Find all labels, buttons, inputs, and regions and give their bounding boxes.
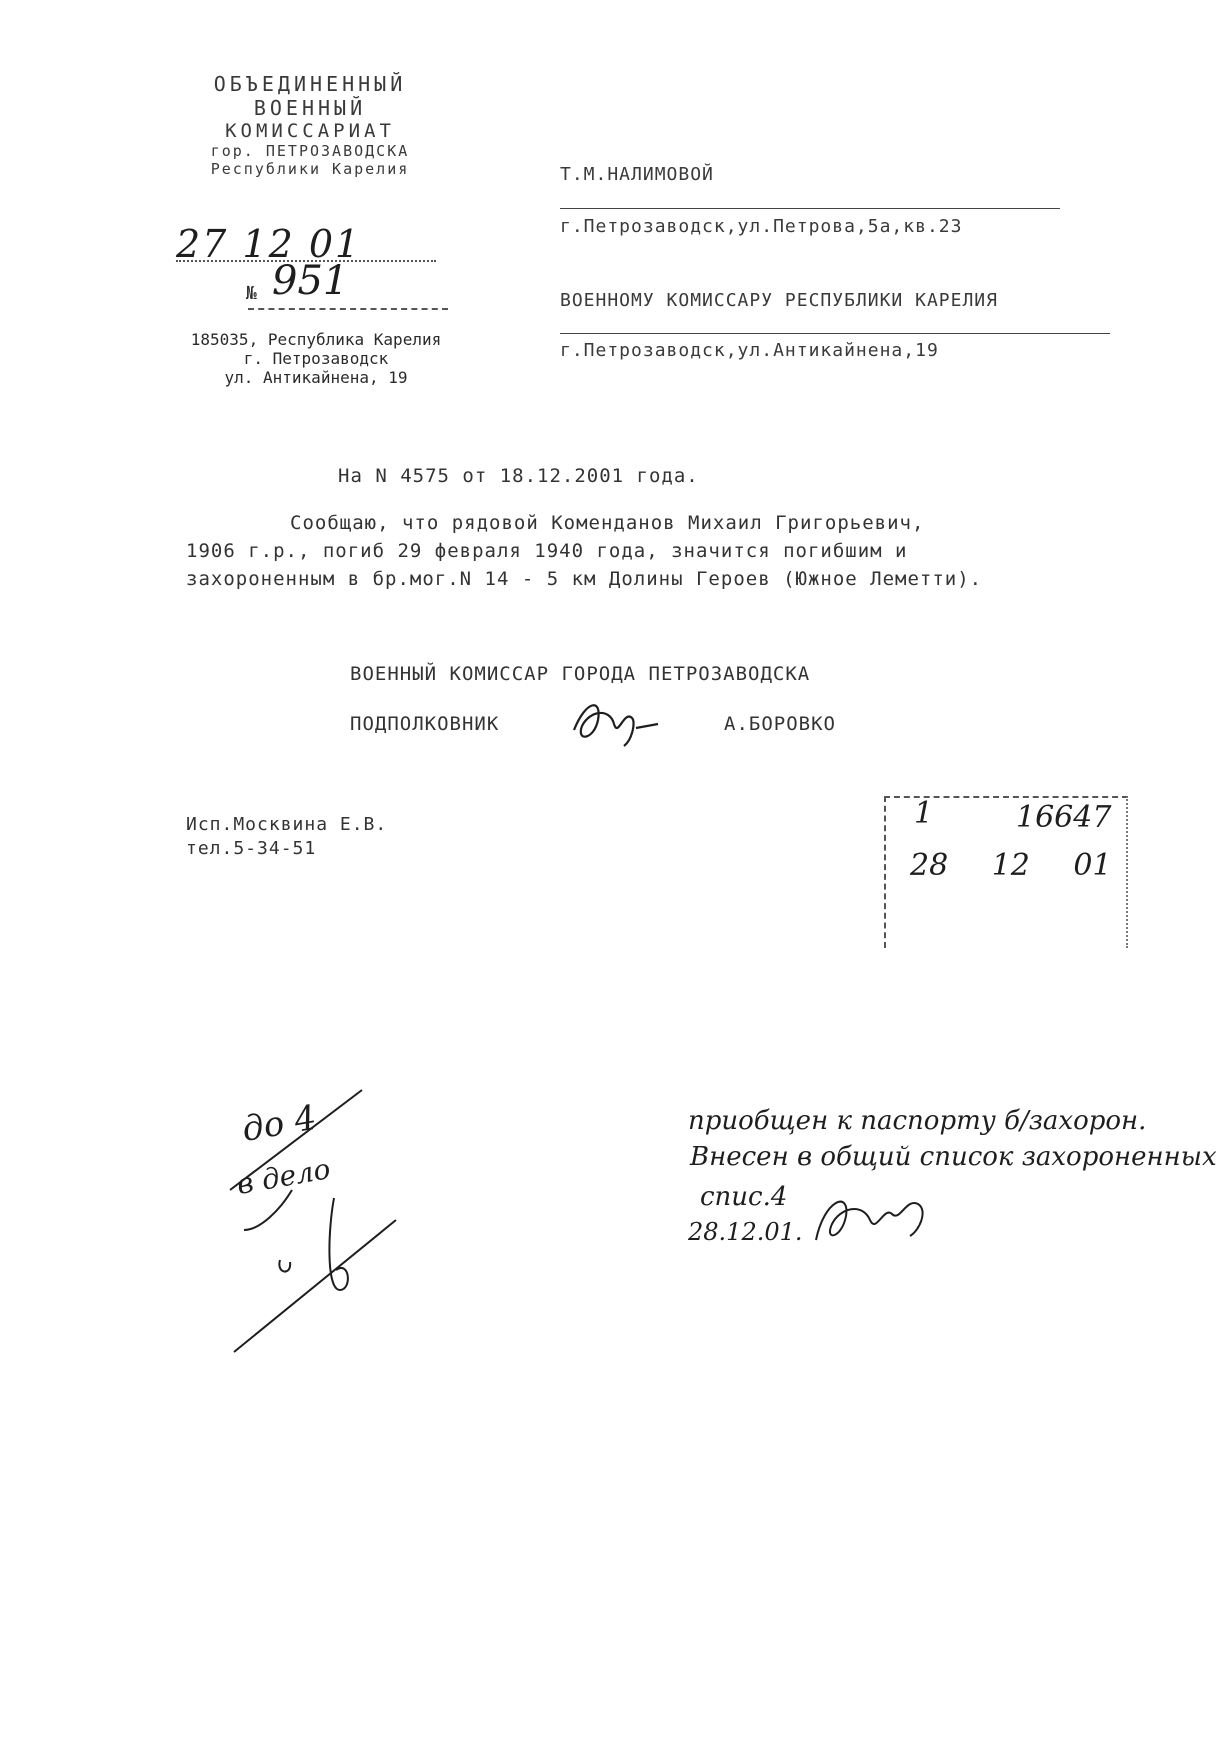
stamp-line-3: КОМИССАРИАТ [225, 120, 395, 142]
stamp-line-5: Республики Карелия [210, 160, 410, 178]
stamp-address [186, 330, 446, 387]
outgoing-number: 951 [272, 258, 349, 304]
recipient-1-divider [560, 208, 1060, 209]
stamp-address-line-2: г. Петрозаводск [243, 349, 389, 368]
registration-number: 16647 [1016, 800, 1112, 835]
signature-scribble [566, 690, 666, 750]
signatory-name: А.БОРОВКО [724, 713, 836, 735]
recipient-2-name: ВОЕННОМУ КОМИССАРУ РЕСПУБЛИКИ КАРЕЛИЯ [560, 290, 998, 311]
signatory-rank: ПОДПОЛКОВНИК [350, 713, 500, 735]
body-line-2: 1906 г.р., погиб 29 февраля 1940 года, значится погибшим и [186, 540, 908, 562]
recipient-1-name: Т.М.НАЛИМОВОЙ [560, 164, 714, 185]
resolution-line-2: в дело [234, 1152, 333, 1201]
recipient-1-address: г.Петрозаводск,ул.Петрова,5а,кв.23 [560, 216, 963, 237]
recipient-2-address: г.Петрозаводск,ул.Антикайнена,19 [560, 340, 939, 361]
stamp-address-line-3: ул. Антикайнена, 19 [224, 368, 408, 387]
stamp-address-line-1: 185035, Республика Карелия [190, 330, 442, 349]
reference-line: На N 4575 от 18.12.2001 года. [338, 465, 699, 487]
executor-name: Исп.Москвина Е.В. [186, 814, 388, 835]
note-signature-scribble [810, 1180, 950, 1260]
stamp-line-4: гор. ПЕТРОЗАВОДСКА [210, 142, 410, 160]
note-line-1: приобщен к паспорту б/захорон. [688, 1106, 1147, 1136]
registration-index: 1 [914, 796, 934, 831]
signatory-title: ВОЕННЫЙ КОМИССАР ГОРОДА ПЕТРОЗАВОДСКА [350, 663, 811, 685]
body-line-1: Сообщаю, что рядовой Коменданов Михаил Григорьевич, [290, 512, 925, 534]
registration-date: 28 12 01 [910, 848, 1112, 883]
resolution-line-1: до 4 [239, 1097, 320, 1150]
body-line-3: захороненным в бр.мог.N 14 - 5 км Долины Героев (Южное Леметти). [186, 568, 983, 590]
outgoing-date: 27 12 01 [176, 222, 362, 266]
stamp-line-2: ВОЕННЫЙ [253, 96, 367, 120]
letterhead-stamp [170, 72, 450, 178]
note-line-2: Внесен в общий список захороненных [690, 1142, 1217, 1172]
resolution-strokes [220, 1080, 420, 1360]
recipient-2-divider [560, 333, 1110, 334]
stamp-line-1: ОБЪЕДИНЕННЫЙ [213, 72, 407, 96]
number-underline [248, 308, 448, 310]
executor-phone: тел.5-34-51 [186, 838, 317, 859]
note-date: 28.12.01. [688, 1218, 803, 1246]
note-line-3: спис.4 [700, 1182, 788, 1212]
number-label: № [246, 283, 257, 304]
